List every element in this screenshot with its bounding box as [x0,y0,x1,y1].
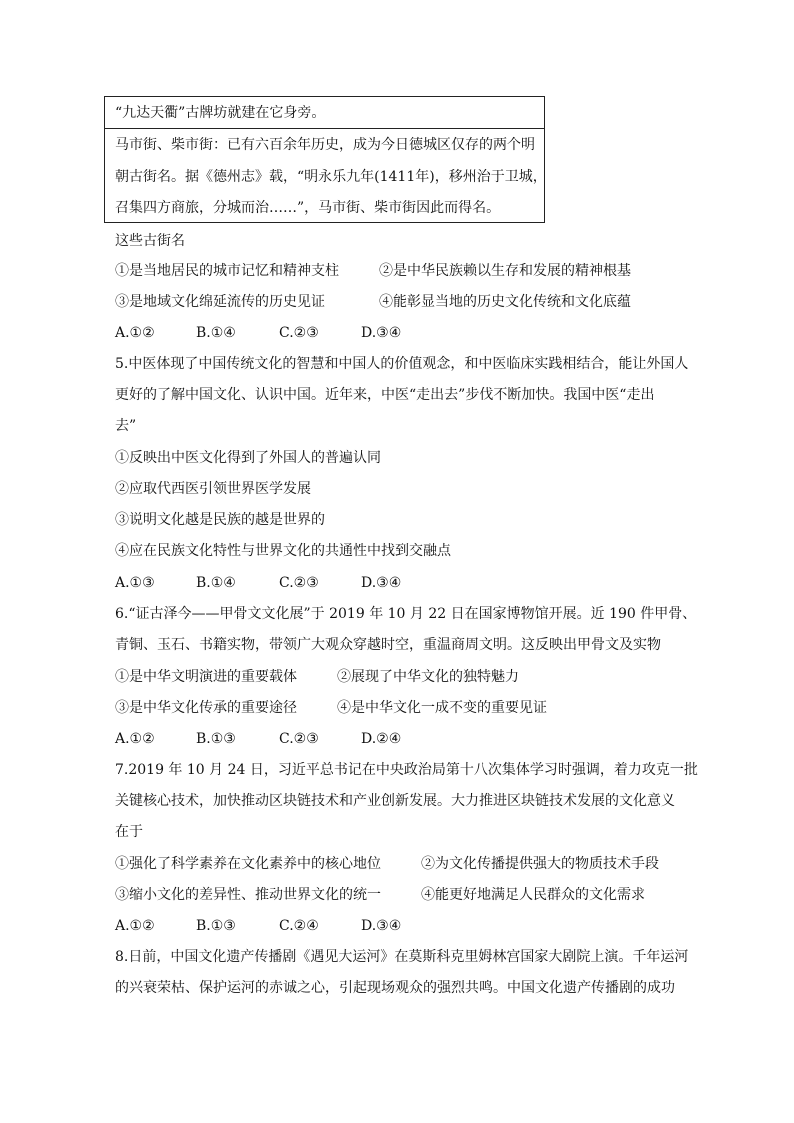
q7-option-2: ②为文化传播提供强大的物质技术手段 [421,856,659,872]
q5-stem-line-3: 去” [115,418,137,434]
q6-option-3: ③是中华文化传承的重要途径 [115,700,297,716]
q7-answer-a: A.①② [115,918,155,934]
q7-option-4: ④能更好地满足人民群众的文化需求 [421,887,645,903]
q5-option-2: ②应取代西医引领世界医学发展 [115,481,311,497]
q8-stem-line-1: 8.日前，中国文化遗产传播剧《遇见大运河》在莫斯科克里姆林宫国家大剧院上演。千年运河 [115,949,689,965]
q4-option-3: ③是地域文化绵延流传的历史见证 [115,294,325,310]
q5-stem-line-2: 更好的了解中国文化、认识中国。近年来，中医“走出去”步伐不断加快。我国中医“走出 [115,387,655,403]
q6-answer-b: B.①③ [196,731,236,747]
q5-stem-line-1: 5.中医体现了中国传统文化的智慧和中国人的价值观念，和中医临床实践相结合，能让外国人 [115,356,689,372]
q6-stem-line-1: 6.“证古泽今——甲骨文文化展”于 2019 年 10 月 22 日在国家博物馆开展。近 190 件甲骨、 [115,606,697,622]
q4-option-1: ①是当地居民的城市记忆和精神支柱 [115,263,339,279]
q5-option-4: ④应在民族文化特性与世界文化的共通性中找到交融点 [115,543,451,559]
q4-answer-b: B.①④ [196,325,236,341]
table-row-2-line-1: 马市街、柴市街：已有六百余年历史，成为今日德城区仅存的两个明 [115,137,535,153]
q7-answer-b: B.①③ [196,918,236,934]
q6-stem-line-2: 青铜、玉石、书籍实物，带领广大观众穿越时空，重温商周文明。这反映出甲骨文及实物 [115,637,661,653]
q5-option-1: ①反映出中医文化得到了外国人的普遍认同 [115,450,381,466]
q8-stem-line-2: 的兴衰荣枯、保护运河的赤诚之心，引起现场观众的强烈共鸣。中国文化遗产传播剧的成功 [115,980,675,996]
q7-stem-line-1: 7.2019 年 10 月 24 日，习近平总书记在中央政治局第十八次集体学习时强调，着力攻克一批 [115,762,698,778]
table-divider [105,128,544,129]
q6-option-4: ④是中华文化一成不变的重要见证 [337,700,547,716]
q5-answer-a: A.①③ [115,575,155,591]
q7-stem-line-3: 在于 [115,824,143,840]
q7-option-3: ③缩小文化的差异性、推动世界文化的统一 [115,887,381,903]
q7-option-1: ①强化了科学素养在文化素养中的核心地位 [115,856,381,872]
q5-answer-d: D.③④ [361,575,402,591]
q4-answer-c: C.②③ [279,325,319,341]
q5-answer-c: C.②③ [279,575,319,591]
q6-answer-a: A.①② [115,731,155,747]
q7-answer-c: C.②④ [279,918,319,934]
table-row-2-line-2: 朝古街名。据《德州志》载，“明永乐九年(1411年)，移州治于卫城， [115,169,547,185]
table-row-1: “九达天衢”古牌坊就建在它身旁。 [115,105,326,121]
q5-answer-b: B.①④ [196,575,236,591]
q6-answer-d: D.②④ [361,731,402,747]
q4-option-2: ②是中华民族赖以生存和发展的精神根基 [379,263,631,279]
table-row-2-line-3: 召集四方商旅，分城而治……”，马市街、柴市街因此而得名。 [115,200,501,216]
q5-option-3: ③说明文化越是民族的越是世界的 [115,512,325,528]
q6-option-1: ①是中华文明演进的重要载体 [115,669,297,685]
q4-option-4: ④能彰显当地的历史文化传统和文化底蕴 [379,294,631,310]
q4-answer-a: A.①② [115,325,155,341]
q6-option-2: ②展现了中华文化的独特魅力 [337,669,519,685]
q7-answer-d: D.③④ [361,918,402,934]
q4-stem: 这些古街名 [115,233,185,249]
q4-answer-d: D.③④ [361,325,402,341]
q6-answer-c: C.②③ [279,731,319,747]
q7-stem-line-2: 关键核心技术，加快推动区块链技术和产业创新发展。大力推进区块链技术发展的文化意义 [115,793,675,809]
